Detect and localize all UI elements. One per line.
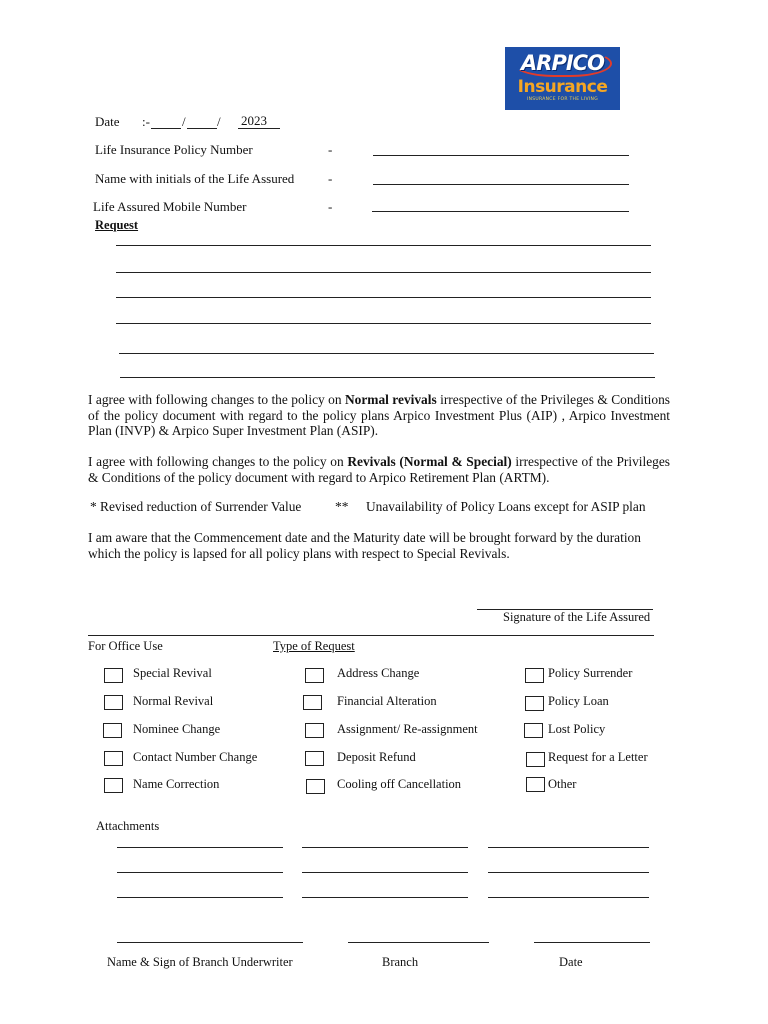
for-office-use-label: For Office Use <box>88 639 163 653</box>
mobile-dash: - <box>328 199 333 214</box>
option-nominee-change: Nominee Change <box>133 722 221 736</box>
attachment-line[interactable] <box>488 847 649 848</box>
date-slash-2: / <box>217 114 221 129</box>
option-deposit-refund: Deposit Refund <box>337 750 416 764</box>
name-dash: - <box>328 171 333 186</box>
note-double-asterisk: ** <box>335 499 349 514</box>
checkbox-contact-number-change[interactable] <box>104 751 123 766</box>
option-policy-surrender: Policy Surrender <box>548 666 633 680</box>
logo-product-text: Insurance <box>517 77 608 97</box>
attachment-line[interactable] <box>488 897 649 898</box>
attachment-line[interactable] <box>488 872 649 873</box>
option-normal-revival: Normal Revival <box>133 694 214 708</box>
checkbox-lost-policy[interactable] <box>524 723 543 738</box>
branch-label: Branch <box>382 955 419 969</box>
declaration-1-bold: Normal revivals <box>344 392 437 407</box>
checkbox-address-change[interactable] <box>305 668 324 683</box>
checkbox-name-correction[interactable] <box>104 778 123 793</box>
footer-date-field[interactable] <box>534 942 650 943</box>
request-line[interactable] <box>116 272 651 273</box>
option-other: Other <box>548 777 577 791</box>
checkbox-normal-revival[interactable] <box>104 695 123 710</box>
attachments-label: Attachments <box>96 819 160 833</box>
request-line[interactable] <box>116 245 651 246</box>
name-field[interactable] <box>373 184 629 185</box>
date-slash-1: / <box>182 114 186 129</box>
attachment-line[interactable] <box>302 872 468 873</box>
type-of-request-label: Type of Request <box>273 639 355 653</box>
option-request-for-letter: Request for a Letter <box>548 750 648 764</box>
request-line[interactable] <box>120 377 655 378</box>
checkbox-other[interactable] <box>526 777 545 792</box>
date-label: Date <box>95 114 120 129</box>
declaration-normal-revivals <box>88 392 670 439</box>
declaration-2-text-a: I agree with following changes to the policy on <box>88 454 348 469</box>
checkbox-deposit-refund[interactable] <box>305 751 324 766</box>
signature-label: Signature of the Life Assured <box>503 610 651 624</box>
name-label: Name with initials of the Life Assured <box>95 171 295 186</box>
mobile-label: Life Assured Mobile Number <box>93 199 247 214</box>
option-contact-number-change: Contact Number Change <box>133 750 258 764</box>
logo-tagline: INSURANCE FOR THE LIVING <box>526 97 599 102</box>
note-policy-loans: Unavailability of Policy Loans except for ASIP plan <box>366 499 646 514</box>
branch-field[interactable] <box>348 942 489 943</box>
divider <box>88 635 654 636</box>
option-address-change: Address Change <box>337 666 420 680</box>
attachment-line[interactable] <box>117 897 283 898</box>
underwriter-label: Name & Sign of Branch Underwriter <box>107 955 293 969</box>
policy-number-label: Life Insurance Policy Number <box>95 142 253 157</box>
declaration-revivals <box>88 454 670 485</box>
attachment-line[interactable] <box>117 872 283 873</box>
checkbox-policy-surrender[interactable] <box>525 668 544 683</box>
policy-number-field[interactable] <box>373 155 629 156</box>
checkbox-request-for-letter[interactable] <box>526 752 545 767</box>
footer-date-label: Date <box>559 955 583 969</box>
option-lost-policy: Lost Policy <box>548 722 606 736</box>
option-cooling-off-cancellation: Cooling off Cancellation <box>337 777 462 791</box>
note-surrender-value: * Revised reduction of Surrender Value <box>90 499 302 514</box>
checkbox-assignment[interactable] <box>305 723 324 738</box>
arpico-insurance-logo <box>505 47 620 110</box>
policy-number-dash: - <box>328 142 333 157</box>
request-line[interactable] <box>119 353 654 354</box>
option-financial-alteration: Financial Alteration <box>337 694 437 708</box>
option-special-revival: Special Revival <box>133 666 212 680</box>
request-label: Request <box>95 218 139 232</box>
mobile-field[interactable] <box>372 211 629 212</box>
date-separator: :- <box>142 114 150 129</box>
option-assignment: Assignment/ Re-assignment <box>337 722 478 736</box>
declaration-1-text-b: irrespective of the Privileges & Conditions of the policy document with regard to the policy plans Arpico Investment Plus (AIP) , Arpico Investment Plan (INVP) & Arpico Super Investment Plan (ASIP). <box>88 392 671 439</box>
attachment-line[interactable] <box>117 847 283 848</box>
checkbox-nominee-change[interactable] <box>103 723 122 738</box>
checkbox-special-revival[interactable] <box>104 668 123 683</box>
checkbox-cooling-off-cancellation[interactable] <box>306 779 325 794</box>
declaration-special-revivals: I am aware that the Commencement date and the Maturity date will be brought forward by the duration which the policy is lapsed for all policy plans with respect to Special Revivals. <box>88 530 641 561</box>
option-name-correction: Name Correction <box>133 777 220 791</box>
declaration-2-bold: Revivals (Normal & Special) <box>347 454 512 469</box>
declaration-1-text-a: I agree with following changes to the policy on <box>88 392 345 407</box>
option-policy-loan: Policy Loan <box>548 694 609 708</box>
attachment-line[interactable] <box>302 847 468 848</box>
underwriter-signature-field[interactable] <box>117 942 303 943</box>
declaration-2-text-b: irrespective of the Privileges & Conditions of the policy document with regard to Arpico Retirement Plan (ARTM). <box>88 454 671 485</box>
request-line[interactable] <box>116 297 651 298</box>
date-month-field[interactable] <box>187 128 217 129</box>
request-line[interactable] <box>116 323 651 324</box>
logo-brand-text: ARPICO <box>521 51 604 75</box>
checkbox-policy-loan[interactable] <box>525 696 544 711</box>
date-year: 2023 <box>241 113 267 128</box>
checkbox-financial-alteration[interactable] <box>303 695 322 710</box>
date-day-field[interactable] <box>151 128 181 129</box>
attachment-line[interactable] <box>302 897 468 898</box>
